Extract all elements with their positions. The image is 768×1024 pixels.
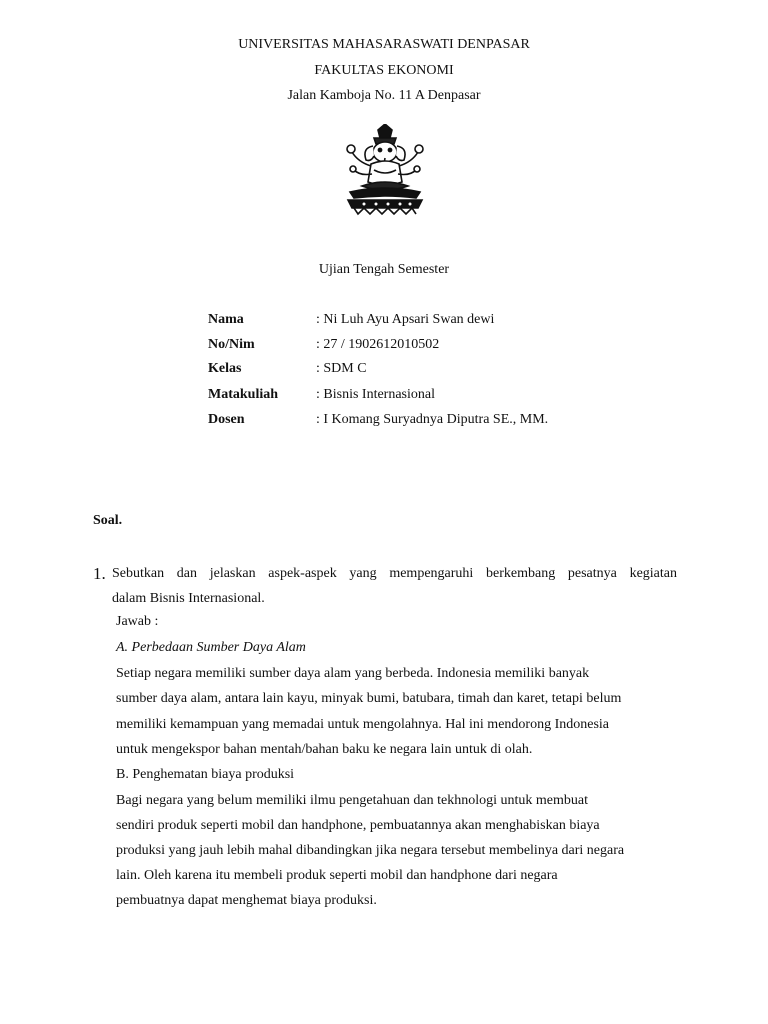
- faculty-name: FAKULTAS EKONOMI: [314, 63, 454, 78]
- point-b-line: produksi yang jauh lebih mahal dibandingkan jika negara tersebut membelinya dari negara: [116, 843, 625, 858]
- point-a-line: Setiap negara memiliki sumber daya alam yang berbeda. Indonesia memiliki banyak: [116, 666, 590, 681]
- point-a-line: sumber daya alam, antara lain kayu, minyak bumi, batubara, timah dan karet, tetapi belum: [116, 691, 622, 706]
- value-nama: : Ni Luh Ayu Apsari Swan dewi: [316, 312, 495, 327]
- label-nim: No/Nim: [208, 337, 255, 352]
- question-text-line2: dalam Bisnis Internasional.: [112, 591, 265, 606]
- point-b-heading: B. Penghematan biaya produksi: [116, 767, 295, 782]
- ganesha-emblem-icon: [338, 124, 432, 216]
- value-kelas: : SDM C: [316, 361, 367, 376]
- question-number: 1.: [93, 564, 106, 583]
- label-dosen: Dosen: [208, 412, 245, 427]
- section-heading: Soal.: [93, 513, 123, 528]
- value-dosen: : I Komang Suryadnya Diputra SE., MM.: [316, 412, 549, 427]
- point-b-line: pembuatnya dapat menghemat biaya produksi.: [116, 893, 377, 908]
- point-b-line: Bagi negara yang belum memiliki ilmu pengetahuan dan tekhnologi untuk membuat: [116, 793, 589, 808]
- label-kelas: Kelas: [208, 361, 242, 376]
- label-matakuliah: Matakuliah: [208, 387, 279, 402]
- point-a-line: untuk mengekspor bahan mentah/bahan baku ke negara lain untuk di olah.: [116, 742, 533, 757]
- point-a-line: memiliki kemampuan yang memadai untuk mengolahnya. Hal ini mendorong Indonesia: [116, 717, 609, 732]
- value-nim: : 27 / 1902612010502: [316, 337, 440, 352]
- point-a-heading: A. Perbedaan Sumber Daya Alam: [116, 640, 306, 655]
- answer-label: Jawab :: [116, 614, 159, 629]
- question-text-line1: Sebutkan dan jelaskan aspek-aspek yang mempengaruhi berkembang pesatnya kegiatan: [112, 566, 677, 581]
- university-name: UNIVERSITAS MAHASARASWATI DENPASAR: [238, 37, 530, 52]
- faculty-address: Jalan Kamboja No. 11 A Denpasar: [287, 88, 481, 103]
- exam-title: Ujian Tengah Semester: [318, 262, 450, 277]
- value-matakuliah: : Bisnis Internasional: [316, 387, 435, 402]
- point-b-line: lain. Oleh karena itu membeli produk seperti mobil dan handphone dari negara: [116, 868, 558, 883]
- point-b-line: sendiri produk seperti mobil dan handphone, pembuatannya akan menghabiskan biaya: [116, 818, 600, 833]
- label-nama: Nama: [208, 312, 244, 327]
